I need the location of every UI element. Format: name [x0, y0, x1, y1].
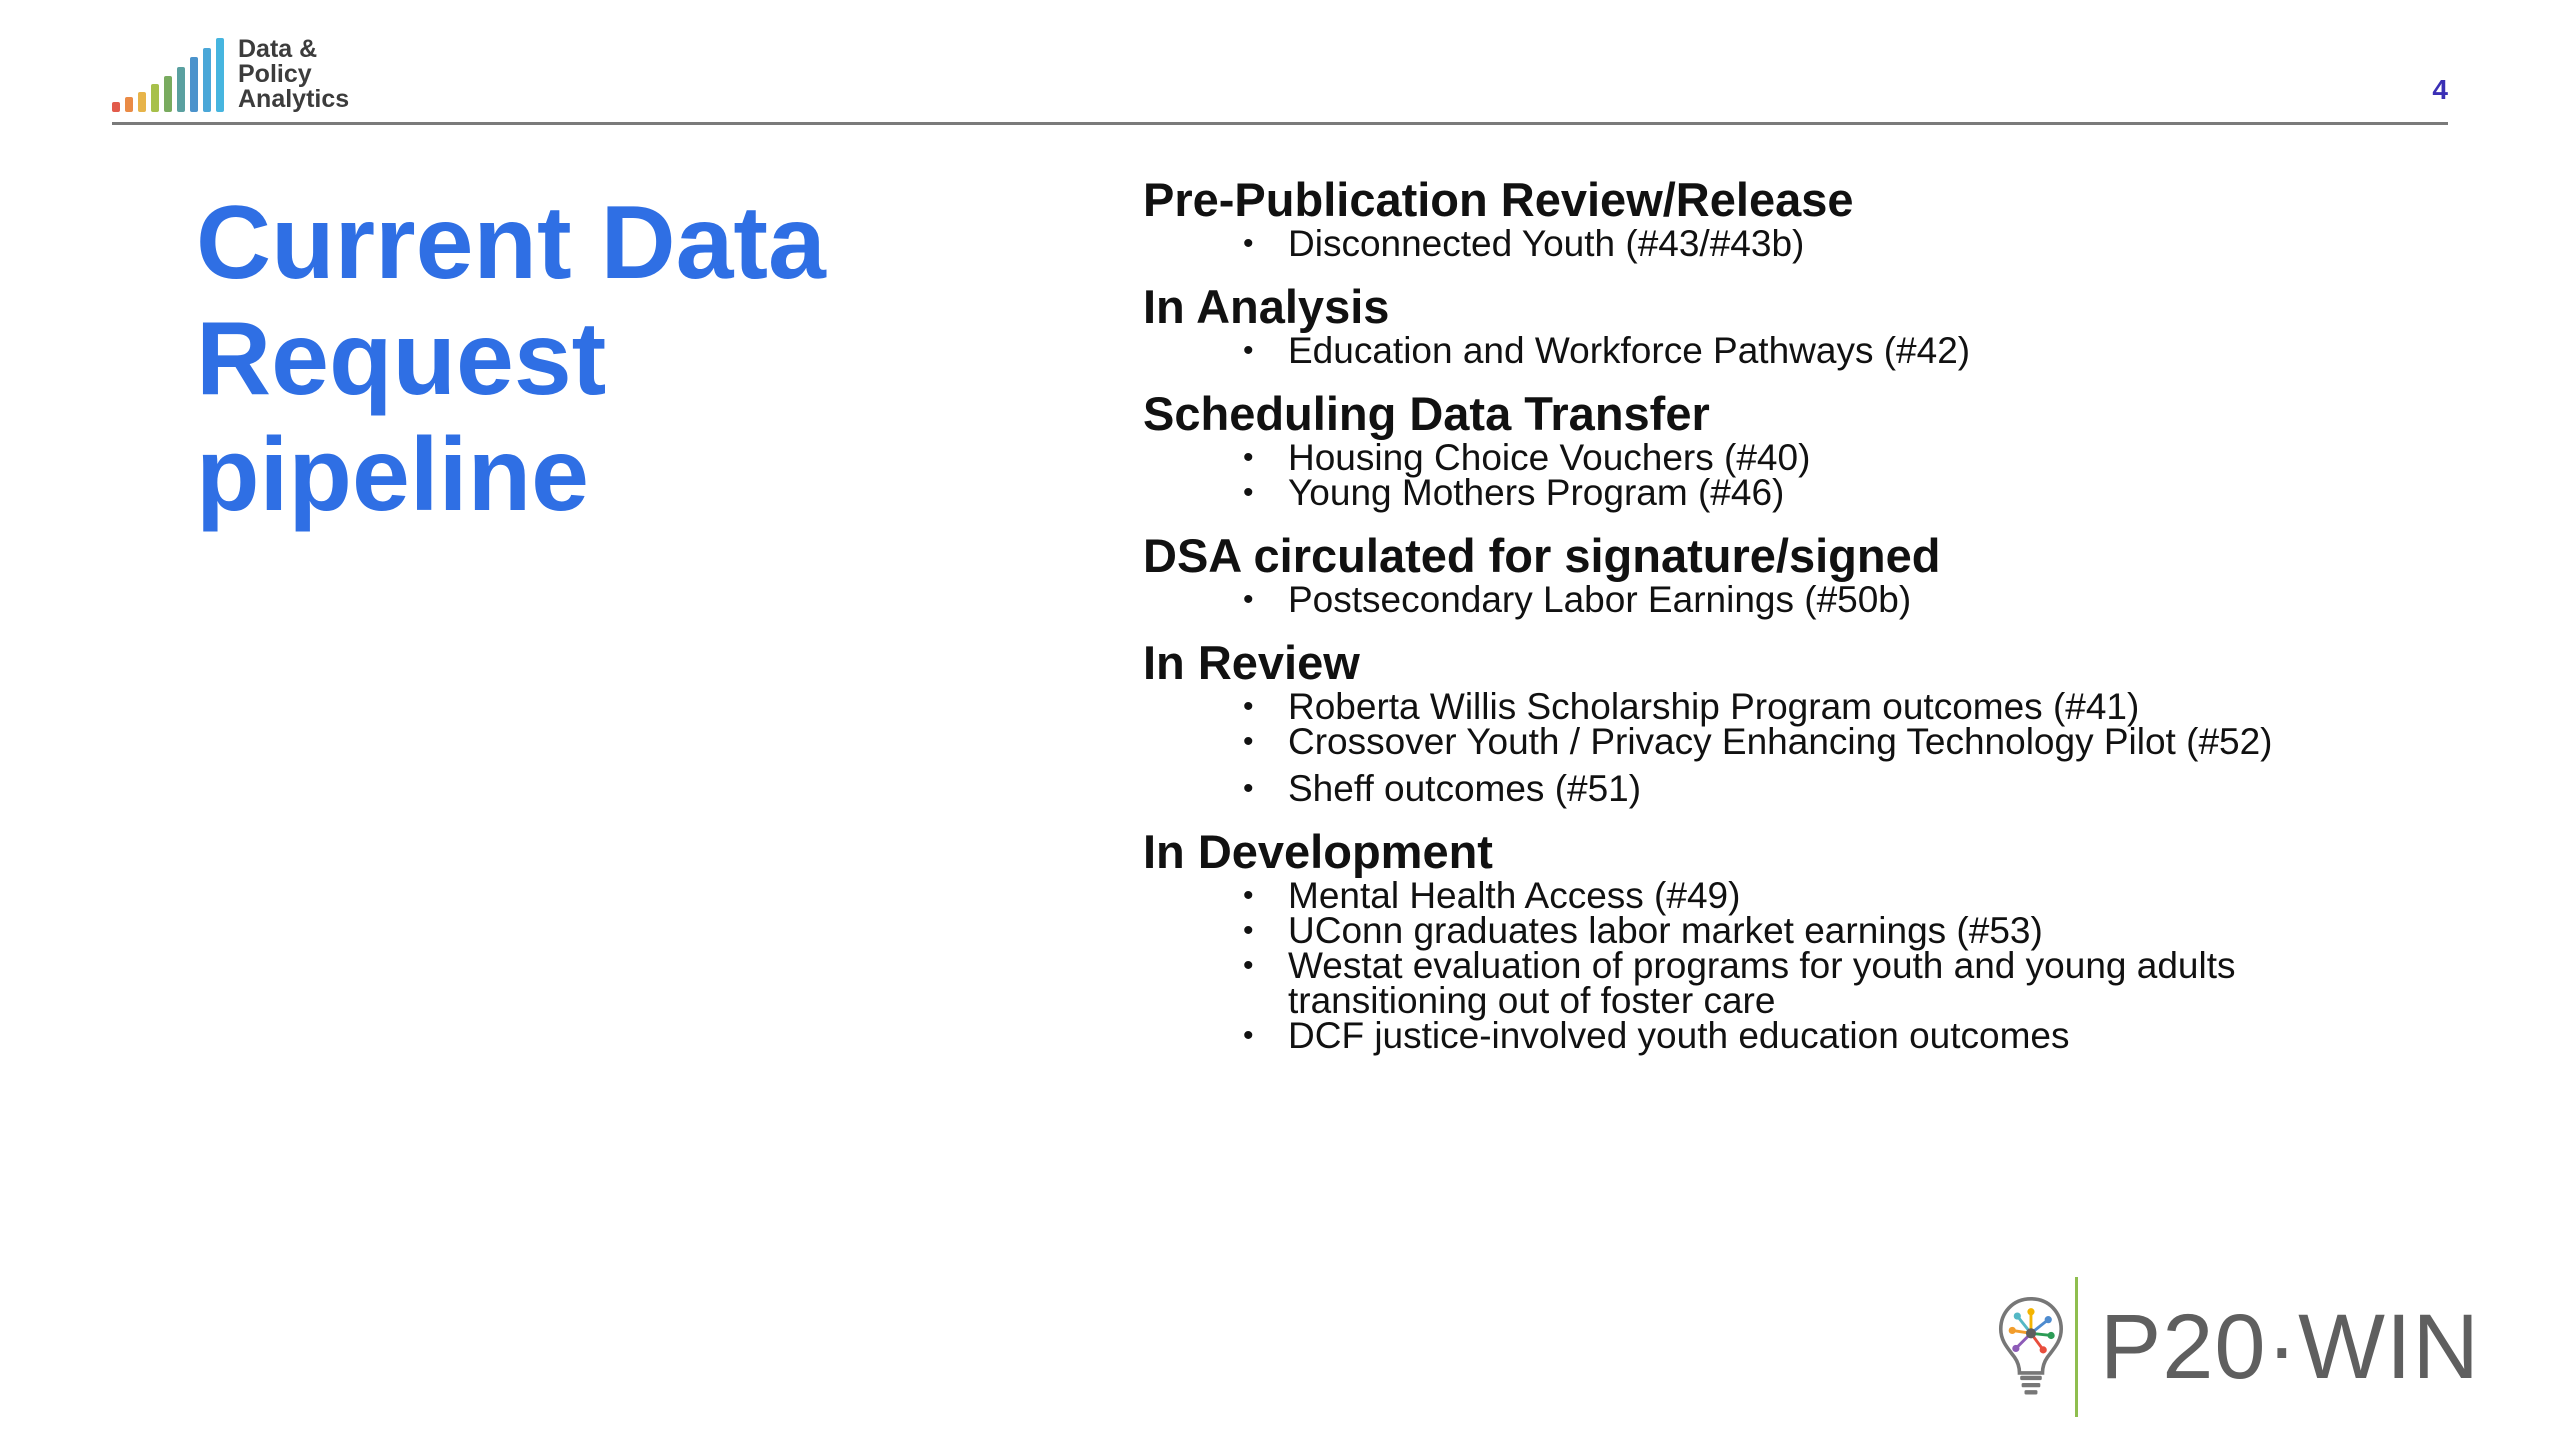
pipeline-stage: [1143, 825, 2383, 1056]
pipeline-stage: [1143, 387, 2383, 513]
stage-heading: DSA circulated for signature/signed: [1143, 529, 1941, 582]
pipeline-item: • Mental Health Access (#49): [1243, 878, 2383, 913]
stage-items: [1143, 437, 2383, 513]
stage-items: [1143, 686, 2383, 809]
pipeline-item: • Young Mothers Program (#46): [1243, 475, 2383, 510]
page-number: 4: [2432, 74, 2448, 105]
pipeline-stage: [1143, 529, 2383, 620]
pipeline-list: [1143, 174, 2383, 1073]
lightbulb-icon: [1995, 1272, 2067, 1422]
logo-bar: [164, 76, 172, 112]
data-policy-analytics-logo: [112, 32, 349, 112]
pipeline-item: • Disconnected Youth (#43/#43b): [1243, 226, 2383, 261]
pipeline-stage: [1143, 173, 2383, 264]
pipeline-item: • UConn graduates labor market earnings (#53): [1243, 913, 2383, 948]
title-line: Current Data: [196, 185, 826, 301]
brand-line: Policy: [238, 60, 312, 88]
logo-bar: [112, 102, 120, 112]
stage-items: [1143, 330, 2383, 371]
pipeline-stage: [1143, 280, 2383, 371]
brand-name: [238, 37, 349, 112]
pipeline-item: • Westat evaluation of programs for youth and young adults transitioning out of foster care: [1243, 948, 2383, 1018]
brand-line: Data &: [238, 35, 318, 63]
title-line: Request: [196, 301, 607, 417]
logo-bar: [216, 38, 224, 112]
stage-heading: Pre-Publication Review/Release: [1143, 173, 1854, 226]
pipeline-item: • Postsecondary Labor Earnings (#50b): [1243, 582, 2383, 617]
p20-win-logo: [1995, 1272, 2480, 1422]
pipeline-item: • Crossover Youth / Privacy Enhancing Technology Pilot (#52): [1243, 724, 2383, 759]
stage-items: [1143, 223, 2383, 264]
logo-bar: [125, 97, 133, 112]
logo-bar: [138, 92, 146, 112]
header-divider: [112, 122, 2448, 125]
brand-line: Analytics: [238, 85, 350, 113]
logo-bar: [177, 67, 185, 112]
bar-chart-logo-icon: [112, 38, 224, 112]
logo-bar: [203, 48, 211, 112]
stage-heading: Scheduling Data Transfer: [1143, 387, 1710, 440]
stage-heading: In Development: [1143, 825, 1493, 878]
stage-heading: In Review: [1143, 636, 1360, 689]
logo-bar: [151, 84, 159, 112]
pipeline-item: • Sheff outcomes (#51): [1243, 771, 2383, 806]
stage-heading: In Analysis: [1143, 280, 1390, 333]
p20-win-wordmark: P20·WIN: [2099, 1296, 2480, 1398]
pipeline-item: • Roberta Willis Scholarship Program outcomes (#41): [1243, 689, 2383, 724]
pipeline-item: • Housing Choice Vouchers (#40): [1243, 440, 2383, 475]
slide-title: [196, 185, 1056, 533]
pipeline-item: • Education and Workforce Pathways (#42): [1243, 333, 2383, 368]
logo-divider: [2075, 1277, 2078, 1417]
stage-items: [1143, 875, 2383, 1056]
title-line: pipeline: [196, 417, 589, 533]
logo-bar: [190, 57, 198, 112]
stage-items: [1143, 579, 2383, 620]
pipeline-stage: [1143, 636, 2383, 809]
pipeline-item: • DCF justice-involved youth education outcomes: [1243, 1018, 2383, 1053]
